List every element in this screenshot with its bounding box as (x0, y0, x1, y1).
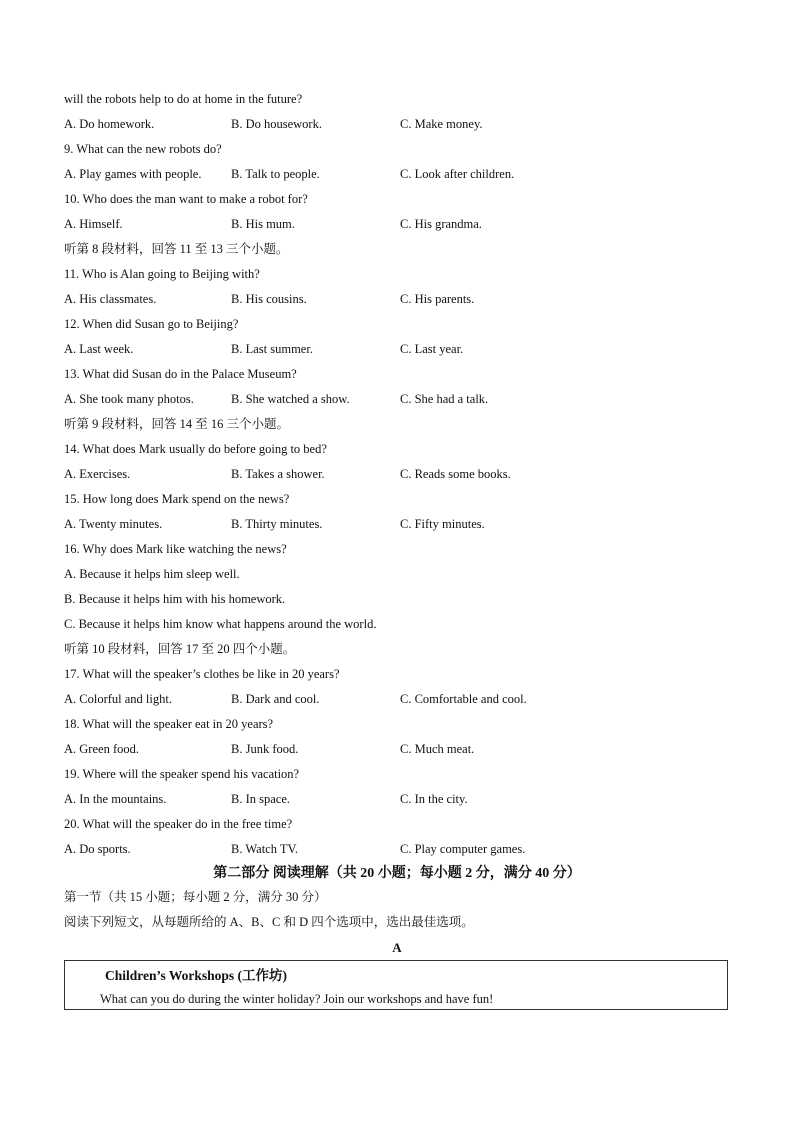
question-line: 听第 10 段材料，回答 17 至 20 四个小题。 (64, 642, 296, 656)
question-line: 15. How long does Mark spend on the news? (64, 492, 290, 506)
option-a: A. Do sports. (64, 842, 131, 856)
option-b: B. His mum. (231, 217, 295, 231)
option-c: C. Play computer games. (400, 842, 526, 856)
question-line: 16. Why does Mark like watching the news? (64, 542, 287, 556)
option-a: A. Green food. (64, 742, 139, 756)
subsection-heading: 第一节（共 15 小题；每小题 2 分，满分 30 分） (64, 890, 327, 904)
option-b: B. Watch TV. (231, 842, 299, 856)
workshop-box (64, 960, 728, 1010)
question-line: 12. When did Susan go to Beijing? (64, 317, 239, 331)
question-line: 14. What does Mark usually do before going to bed? (64, 442, 327, 456)
option-c: C. Look after children. (400, 167, 515, 181)
instruction-text: 阅读下列短文，从每题所给的 A、B、C 和 D 四个选项中，选出最佳选项。 (64, 915, 474, 929)
option-b: B. Talk to people. (231, 167, 320, 181)
option-a: A. Twenty minutes. (64, 517, 163, 531)
option-c: C. Much meat. (400, 742, 475, 756)
option-a: A. Colorful and light. (64, 692, 172, 706)
option-b: B. His cousins. (231, 292, 307, 306)
option-c: C. Comfortable and cool. (400, 692, 527, 706)
option-a: A. Himself. (64, 217, 123, 231)
option-c: C. In the city. (400, 792, 468, 806)
option-c: C. His grandma. (400, 217, 482, 231)
option-c: C. Fifty minutes. (400, 517, 485, 531)
question-line: B. Because it helps him with his homework. (64, 592, 286, 606)
workshop-title: Children’s Workshops (工作坊) (105, 968, 288, 983)
question-line: 19. Where will the speaker spend his vacation? (64, 767, 300, 781)
question-line: 9. What can the new robots do? (64, 142, 222, 156)
option-c: C. Reads some books. (400, 467, 511, 481)
option-b: B. She watched a show. (231, 392, 350, 406)
question-line: 18. What will the speaker eat in 20 years? (64, 717, 274, 731)
question-line: C. Because it helps him know what happens around the world. (64, 617, 377, 631)
option-b: B. Takes a shower. (231, 467, 325, 481)
question-line: 听第 9 段材料，回答 14 至 16 三个小题。 (64, 417, 290, 431)
option-a: A. Last week. (64, 342, 134, 356)
option-a: A. Exercises. (64, 467, 131, 481)
option-a: A. She took many photos. (64, 392, 194, 406)
option-b: B. Do housework. (231, 117, 322, 131)
question-line: 听第 8 段材料，回答 11 至 13 三个小题。 (64, 242, 289, 256)
option-c: C. His parents. (400, 292, 475, 306)
option-b: B. Junk food. (231, 742, 299, 756)
option-c: C. Last year. (400, 342, 464, 356)
option-c: C. She had a talk. (400, 392, 489, 406)
option-a: A. In the mountains. (64, 792, 167, 806)
passage-label: A (392, 940, 402, 955)
question-line: 20. What will the speaker do in the free time? (64, 817, 293, 831)
option-b: B. In space. (231, 792, 291, 806)
option-b: B. Thirty minutes. (231, 517, 323, 531)
question-line: 17. What will the speaker’s clothes be like in 20 years? (64, 667, 340, 681)
question-line: A. Because it helps him sleep well. (64, 567, 240, 581)
workshop-intro: What can you do during the winter holiday? Join our workshops and have fun! (100, 992, 494, 1006)
option-a: A. Do homework. (64, 117, 155, 131)
option-a: A. His classmates. (64, 292, 157, 306)
option-c: C. Make money. (400, 117, 483, 131)
question-line: 11. Who is Alan going to Beijing with? (64, 267, 260, 281)
option-b: B. Last summer. (231, 342, 313, 356)
option-b: B. Dark and cool. (231, 692, 320, 706)
question-line: will the robots help to do at home in the future? (64, 92, 303, 106)
question-line: 13. What did Susan do in the Palace Museum? (64, 367, 297, 381)
option-a: A. Play games with people. (64, 167, 202, 181)
question-line: 10. Who does the man want to make a robot for? (64, 192, 308, 206)
section-title: 第二部分 阅读理解（共 20 小题；每小题 2 分，满分 40 分） (213, 866, 581, 881)
